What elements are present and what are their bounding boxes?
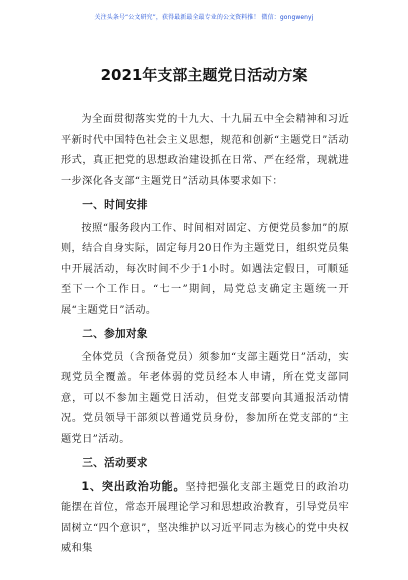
subsection-lead: 1、突出政治功能。	[81, 479, 186, 493]
banner-text: 关注头条号“公文研究”，获得最新最全最专业的公文资料推！ 微信：gongwenyj	[94, 13, 314, 21]
document-title: 2021年支部主题党日活动方案	[100, 66, 308, 84]
section-body-participants: 全体党员（含预备党员）须参加“支部主题党日”活动，实现党员全覆盖。年老体弱的党员经本人申请，所在党支部同意，可以不参加主题党日活动，但党支部要向其通报活动情况。党员领导干部须以普通党员身份，参加所在党支部的“主题党日”活动。	[61, 351, 349, 445]
section-heading-participants: 二、参加对象	[82, 328, 148, 340]
header-banner	[0, 0, 408, 32]
subsection-body: 坚持把强化支部主题党日的政治功能摆在首位，常态开展理论学习和思想政治教育，引导党员牢固树立“四个意识”，坚决维护以习近平同志为核心的党中央权威和集	[61, 481, 349, 554]
section-body-schedule: 按照“服务段内工作、时间相对固定、方便党员参加”的原则，结合自身实际，固定每月20日作为主题党日，组织党员集中开展活动，每次时间不少于1小时。如遇法定假日，可顺延至下一个工作日。“七一”期间，局党总支确定主题统一开展“主题党日”活动。	[61, 222, 349, 316]
section-heading-schedule: 一、时间安排	[82, 199, 148, 211]
intro-paragraph: 为全面贯彻落实党的十九大、十九届五中全会精神和习近平新时代中国特色社会主义思想，规范和创新“主题党日”活动形式，真正把党的思想政治建设抓在日常、严在经常，现就进一步深化各支部“主题党日”活动具体要求如下：	[61, 114, 349, 187]
section-body-requirements	[61, 477, 349, 560]
section-heading-requirements: 三、活动要求	[82, 457, 148, 469]
document-body	[61, 110, 349, 560]
